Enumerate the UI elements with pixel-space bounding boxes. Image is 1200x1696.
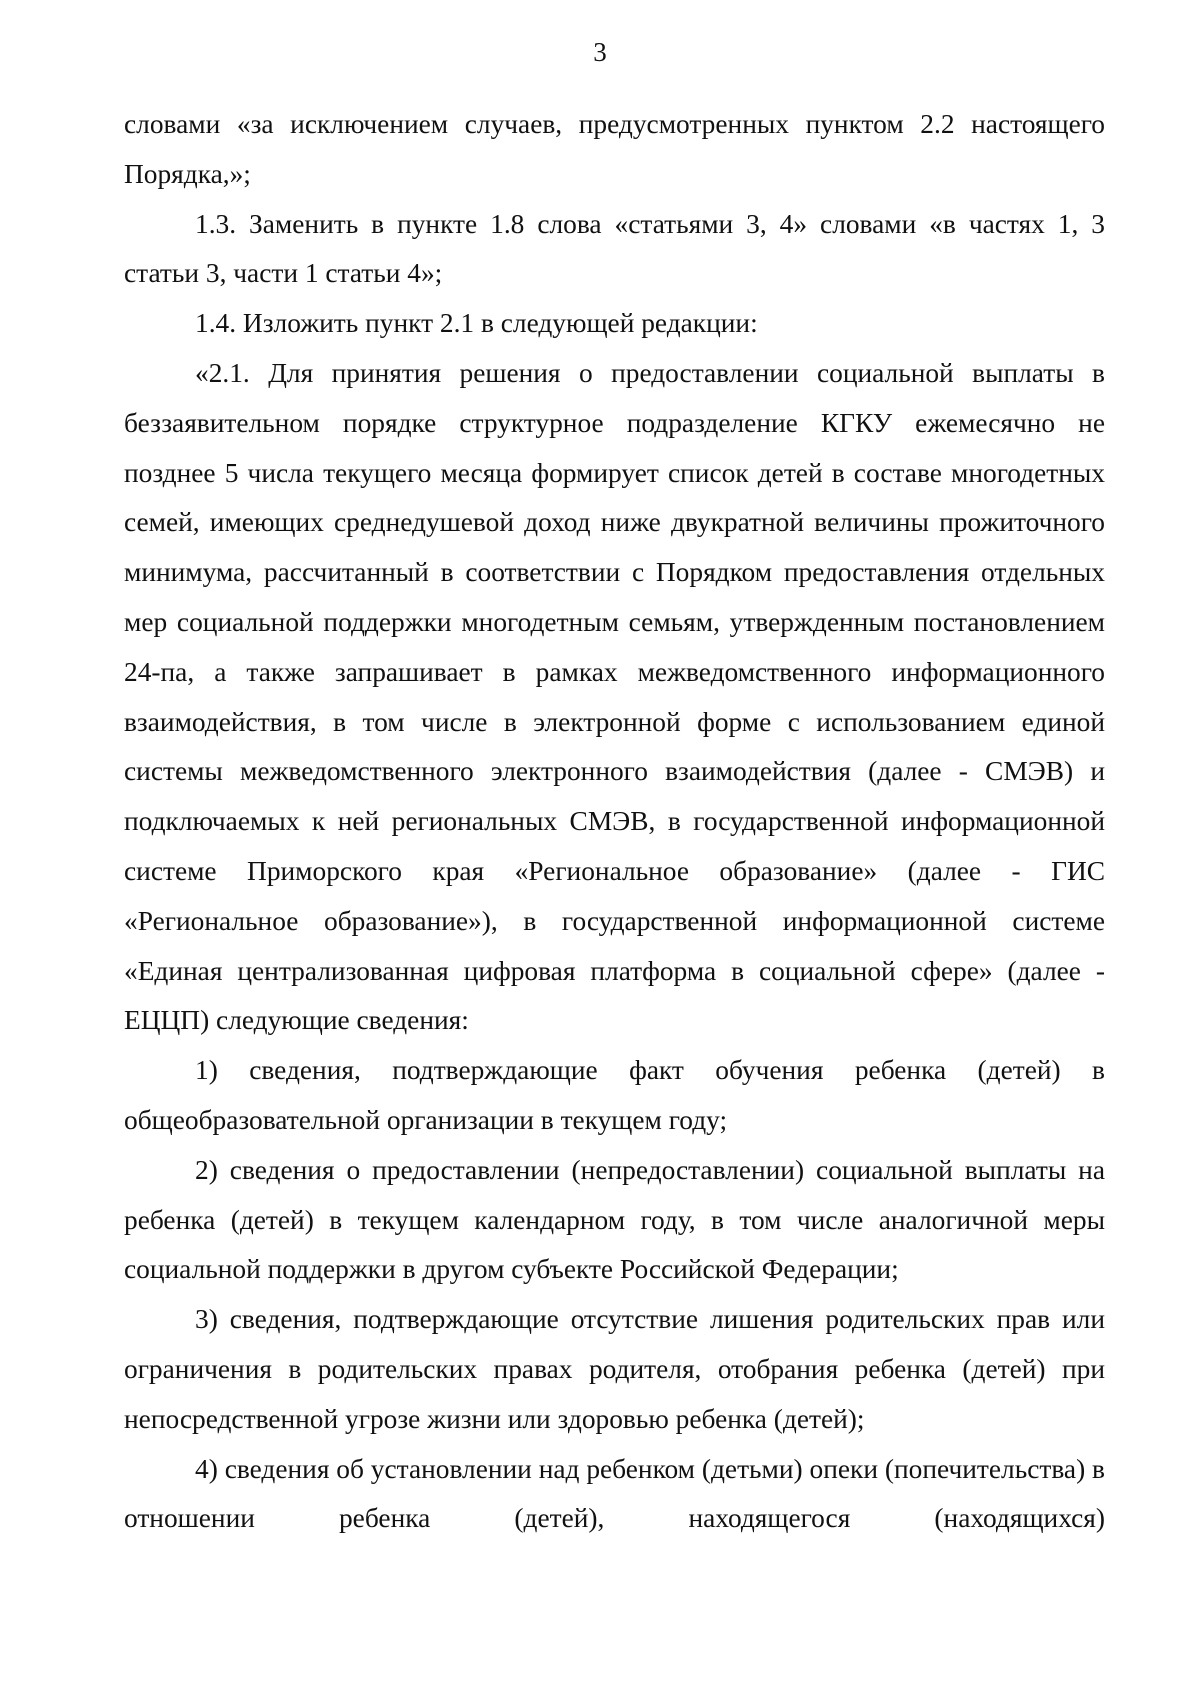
document-body — [124, 100, 1105, 1544]
list-item-2: 2) сведения о предоставлении (непредоставлении) социальной выплаты на ребенка (детей) в текущем календарном году, в том числе аналогичной меры социальной поддержки в другом субъекте Российской Федерации; — [124, 1154, 1105, 1285]
paragraph-clause-2-1: «2.1. Для принятия решения о предоставлении социальной выплаты в беззаявительном порядке структурное подразделение КГКУ ежемесячно не позднее 5 числа текущего месяца формирует список детей в составе многодетных семей, имеющих среднедушевой доход ниже двукратной величины прожиточного минимума, рассчитанный в соответствии с Порядком предоставления отдельных мер социальной поддержки многодетным семьям, утвержденным постановлением 24-па, а также запрашивает в рамках межведомственного информационного взаимодействия, в том числе в электронной форме с использованием единой системы межведомственного электронного взаимодействия (далее - СМЭВ) и подключаемых к ней региональных СМЭВ, в государственной информационной системе Приморского края «Региональное образование» (далее - ГИС «Региональное образование»), в государственной информационной системе «Единая централизованная цифровая платформа в социальной сфере» (далее - ЕЦЦП) следующие сведения: — [124, 357, 1105, 1036]
paragraph-item-1-3: 1.3. Заменить в пункте 1.8 слова «статьями 3, 4» словами «в частях 1, 3 статьи 3, части 1 статьи 4»; — [124, 208, 1105, 289]
page-number: 3 — [593, 37, 607, 67]
paragraph-continuation: словами «за исключением случаев, предусмотренных пунктом 2.2 настоящего Порядка,»; — [124, 109, 1105, 189]
list-item-3: 3) сведения, подтверждающие отсутствие лишения родительских прав или ограничения в родительских правах родителя, отобрания ребенка (детей) при непосредственной угрозе жизни или здоровью ребенка (детей); — [124, 1304, 1105, 1434]
list-item-4: 4) сведения об установлении над ребенком (детьми) опеки (попечительства) в отношении ребенка (детей), находящегося (находящихся) — [124, 1453, 1105, 1534]
paragraph-item-1-4: 1.4. Изложить пункт 2.1 в следующей редакции: — [195, 308, 758, 339]
list-item-1: 1) сведения, подтверждающие факт обучения ребенка (детей) в общеобразовательной организации в текущем году; — [124, 1055, 1105, 1135]
